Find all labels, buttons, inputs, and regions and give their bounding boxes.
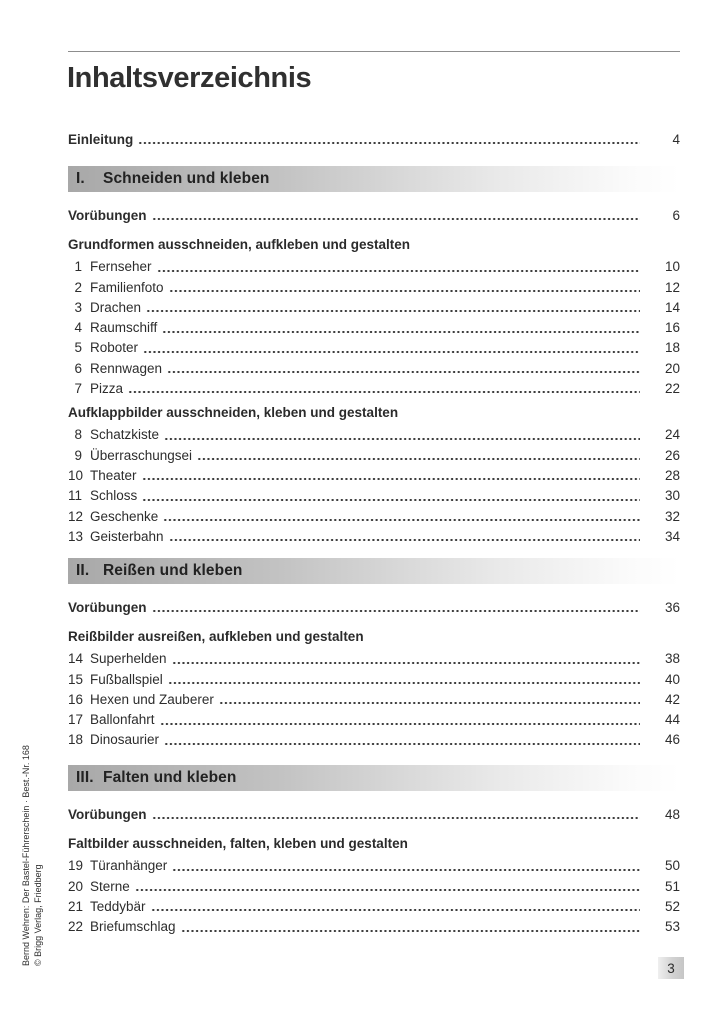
toc-item-page-number: 24 [664,427,680,443]
toc-item-label: Superhelden [90,651,167,667]
toc-item-label: Dinosaurier [90,732,160,748]
toc-item-page-number: 12 [664,279,680,295]
prelim-label: Vorübungen [68,807,147,822]
toc-item-row [68,298,680,318]
toc-item-label: Geisterbahn [90,528,164,544]
toc-item-page-number: 44 [664,712,680,728]
credit-line-2: © Brigg Verlag, Friedberg [32,864,43,966]
toc-item-row [68,917,680,937]
page-number-badge [658,957,684,979]
toc-item-page-number: 52 [664,898,680,914]
group-heading: Aufklappbilder ausschneiden, kleben und gestalten [68,405,399,421]
toc-group [68,404,680,547]
toc-item-page-number: 22 [664,381,680,397]
toc-item-row [68,257,680,277]
prelim-row [68,805,680,825]
item-number: 10 [68,467,84,483]
toc-item-page-number: 34 [664,528,680,544]
dot-leader [142,466,640,486]
toc-item-page-number: 46 [664,732,680,748]
item-number: 17 [68,712,84,728]
toc-item-page-number: 26 [664,447,680,463]
toc-item-page-number: 50 [664,858,680,874]
toc-item-page-number: 20 [664,360,680,376]
dot-leader [138,130,640,150]
intro-label: Einleitung [68,132,134,147]
section-ii [68,558,680,751]
toc-item-page-number: 30 [664,488,680,504]
toc-item-row [68,446,680,466]
toc-item-row [68,507,680,527]
toc-group [68,835,680,937]
toc-item-label: Fernseher [90,259,152,275]
toc-item-row [68,278,680,298]
item-number: 15 [68,671,84,687]
item-number: 20 [68,878,84,894]
item-number: 21 [68,898,84,914]
toc-item-label: Geschenke [90,508,159,524]
toc-item-row [68,466,680,486]
intro-page-number: 4 [672,132,680,147]
prelim-page-number: 48 [664,807,680,822]
prelim-row [68,598,680,618]
dot-leader [152,598,641,618]
dot-leader [219,690,640,710]
toc-item-label: Roboter [90,340,139,356]
prelim-label: Vorübungen [68,600,147,615]
item-number: 6 [74,360,82,376]
toc-item-label: Fußballspiel [90,671,163,687]
section-numeral: II. [76,562,90,579]
item-number: 8 [74,427,82,443]
toc-item-page-number: 18 [664,340,680,356]
group-heading: Reißbilder ausreißen, aufkleben und gestalten [68,629,364,645]
toc-item-row [68,486,680,506]
toc-item-page-number: 16 [664,320,680,336]
dot-leader [152,206,641,226]
dot-leader [172,649,640,669]
section-header-bar [68,166,680,192]
toc-item-label: Teddybär [90,898,146,914]
section-numeral: I. [76,170,85,187]
item-number: 18 [68,732,84,748]
section-iii [68,765,680,937]
toc-item-row [68,690,680,710]
prelim-page-number: 6 [672,208,680,223]
toc-item-label: Schloss [90,488,138,504]
dot-leader [146,298,640,318]
dot-leader [135,877,640,897]
section-i [68,166,680,547]
toc-item-row [68,359,680,379]
dot-leader [181,917,640,937]
toc-item-row [68,425,680,445]
group-heading: Grundformen ausschneiden, aufkleben und gestalten [68,237,411,253]
section-title: Schneiden und kleben [103,170,270,187]
group-items [68,257,680,399]
top-rule [68,51,680,52]
dot-leader [142,486,640,506]
dot-leader [169,527,640,547]
toc-item-row [68,897,680,917]
toc-item-label: Türanhänger [90,858,168,874]
dot-leader [143,338,640,358]
toc-item-page-number: 38 [664,651,680,667]
item-number: 9 [74,447,82,463]
toc-group [68,236,680,399]
section-title: Reißen und kleben [103,562,243,579]
section-numeral: III. [76,769,94,786]
intro-row [68,130,680,150]
credit-line-1: Bernd Wehren: Der Bastel-Führerschein · Best.-Nr. 168 [21,745,31,966]
group-items [68,425,680,547]
group-items [68,856,680,937]
prelim-page-number: 36 [664,600,680,615]
toc-item-page-number: 28 [664,467,680,483]
toc-item-page-number: 42 [664,691,680,707]
toc-item-page-number: 10 [664,259,680,275]
toc-item-row [68,318,680,338]
page-title: Inhaltsverzeichnis [67,62,312,94]
section-header-bar [68,558,680,584]
toc-item-page-number: 40 [664,671,680,687]
toc-item-row [68,527,680,547]
toc-item-label: Familienfoto [90,279,164,295]
section-header-bar [68,765,680,791]
toc-item-row [68,877,680,897]
dot-leader [151,897,640,917]
toc-item-row [68,649,680,669]
toc-item-label: Pizza [90,381,124,397]
dot-leader [163,507,640,527]
toc-item-label: Drachen [90,299,142,315]
item-number: 11 [68,488,83,504]
dot-leader [157,257,640,277]
toc-item-label: Raumschiff [90,320,158,336]
dot-leader [160,710,640,730]
item-number: 3 [74,299,82,315]
toc-item-row [68,730,680,750]
item-number: 2 [74,279,82,295]
toc-item-page-number: 14 [664,299,680,315]
toc-group [68,628,680,750]
item-number: 13 [68,528,84,544]
item-number: 12 [68,508,84,524]
toc-item-row [68,379,680,399]
dot-leader [162,318,640,338]
dot-leader [164,730,640,750]
dot-leader [164,425,640,445]
toc-item-label: Rennwagen [90,360,163,376]
toc-item-label: Briefumschlag [90,919,176,935]
toc-item-label: Hexen und Zauberer [90,691,214,707]
item-number: 5 [74,340,82,356]
toc-item-row [68,710,680,730]
dot-leader [169,278,640,298]
section-title: Falten und kleben [103,769,237,786]
toc-item-label: Theater [90,467,137,483]
dot-leader [128,379,640,399]
item-number: 1 [74,259,82,275]
page-number: 3 [667,960,675,976]
item-number: 22 [68,919,84,935]
group-items [68,649,680,750]
item-number: 14 [68,651,84,667]
toc-item-row [68,338,680,358]
item-number: 4 [74,320,82,336]
toc-item-label: Sterne [90,878,130,894]
prelim-label: Vorübungen [68,208,147,223]
toc-item-page-number: 51 [664,878,680,894]
toc-item-page-number: 32 [664,508,680,524]
toc-item-label: Ballonfahrt [90,712,155,728]
item-number: 7 [74,381,82,397]
dot-leader [167,359,640,379]
toc-item-row [68,856,680,876]
prelim-row [68,206,680,226]
dot-leader [197,446,640,466]
toc-item-page-number: 53 [664,919,680,935]
credit-sidebar [21,686,44,966]
group-heading: Faltbilder ausschneiden, falten, kleben und gestalten [68,836,408,852]
dot-leader [172,856,640,876]
item-number: 16 [68,691,84,707]
toc-item-label: Überraschungsei [90,447,193,463]
item-number: 19 [68,858,84,874]
toc-item-row [68,670,680,690]
dot-leader [152,805,641,825]
toc-item-label: Schatzkiste [90,427,160,443]
dot-leader [168,670,640,690]
